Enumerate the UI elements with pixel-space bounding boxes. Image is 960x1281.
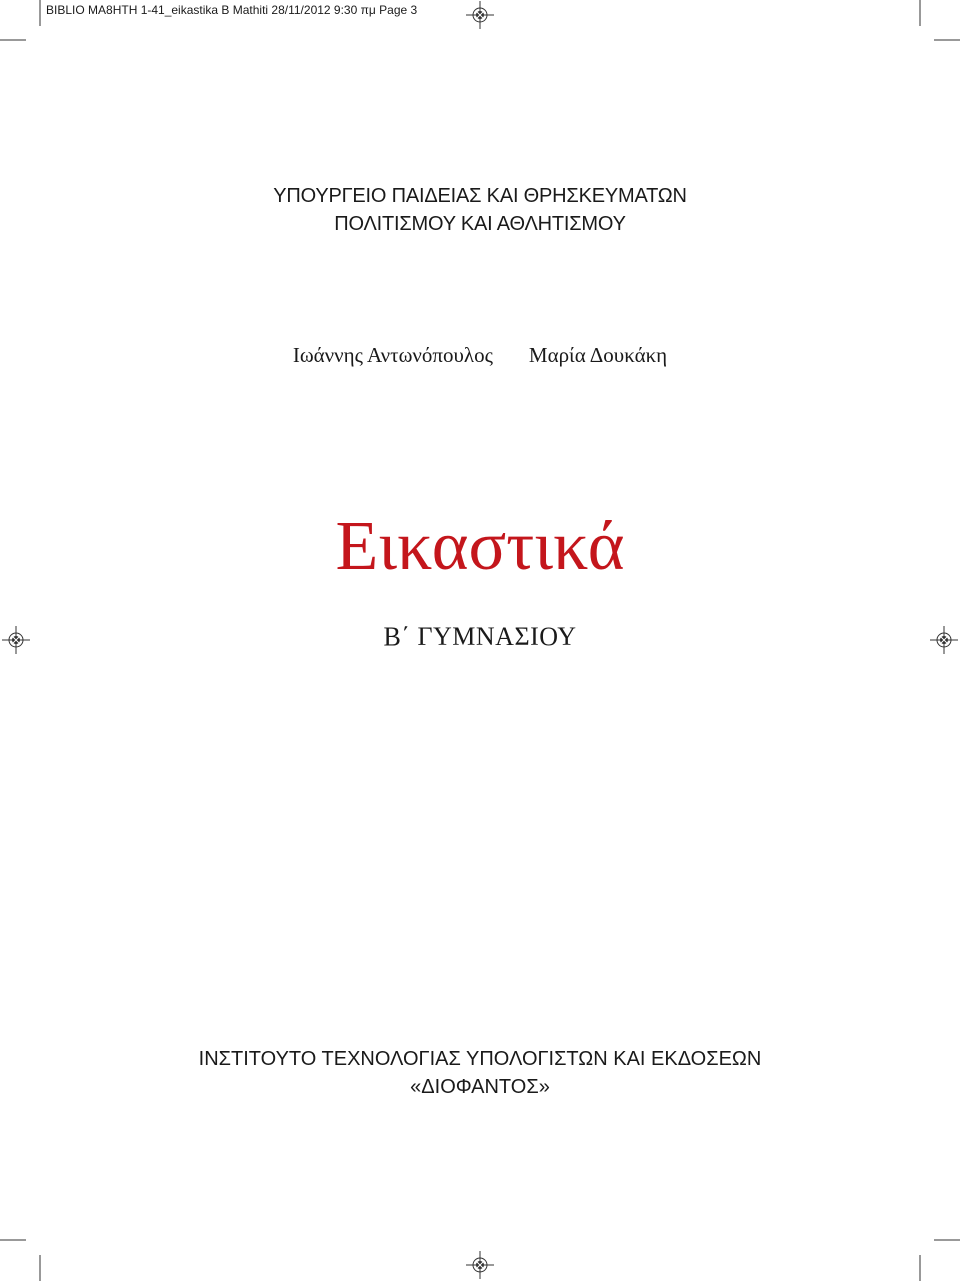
crop-mark-icon xyxy=(0,0,40,40)
ministry-name-line-1: ΥΠΟΥΡΓΕΙΟ ΠΑΙΔΕΙΑΣ ΚΑΙ ΘΡΗΣΚΕΥΜΑΤΩΝ xyxy=(273,185,687,207)
registration-mark-icon xyxy=(466,1,494,29)
publisher-name-line-1: ΙΝΣΤΙΤΟΥΤΟ ΤΕΧΝΟΛΟΓΙΑΣ ΥΠΟΛΟΓΙΣΤΩΝ ΚΑΙ ΕΚΔΟΣΕΩΝ xyxy=(198,1048,762,1070)
ministry-name-line-2: ΠΟΛΙΤΙΣΜΟΥ ΚΑΙ ΑΘΛΗΤΙΣΜΟΥ xyxy=(334,213,626,235)
registration-mark-icon xyxy=(466,1251,494,1279)
crop-mark-icon xyxy=(920,1240,960,1281)
book-title: Εικαστικά xyxy=(335,508,625,585)
author-name: Μαρία Δουκάκη xyxy=(528,343,668,367)
crop-mark-icon xyxy=(920,0,960,40)
author-name: Ιωάννης Αντωνόπουλος xyxy=(292,343,493,367)
crop-mark-icon xyxy=(0,1240,40,1281)
authors xyxy=(0,343,960,368)
publisher-name-line-2: «ΔΙΟΦΑΝΤΟΣ» xyxy=(410,1076,550,1098)
print-slug-line: BIBLIO MA8HTH 1-41_eikastika B Mathiti 28/11/2012 9:30 πμ Page 3 xyxy=(46,3,418,17)
grade-level: Β΄ ΓΥΜΝΑΣΙΟΥ xyxy=(383,622,577,651)
